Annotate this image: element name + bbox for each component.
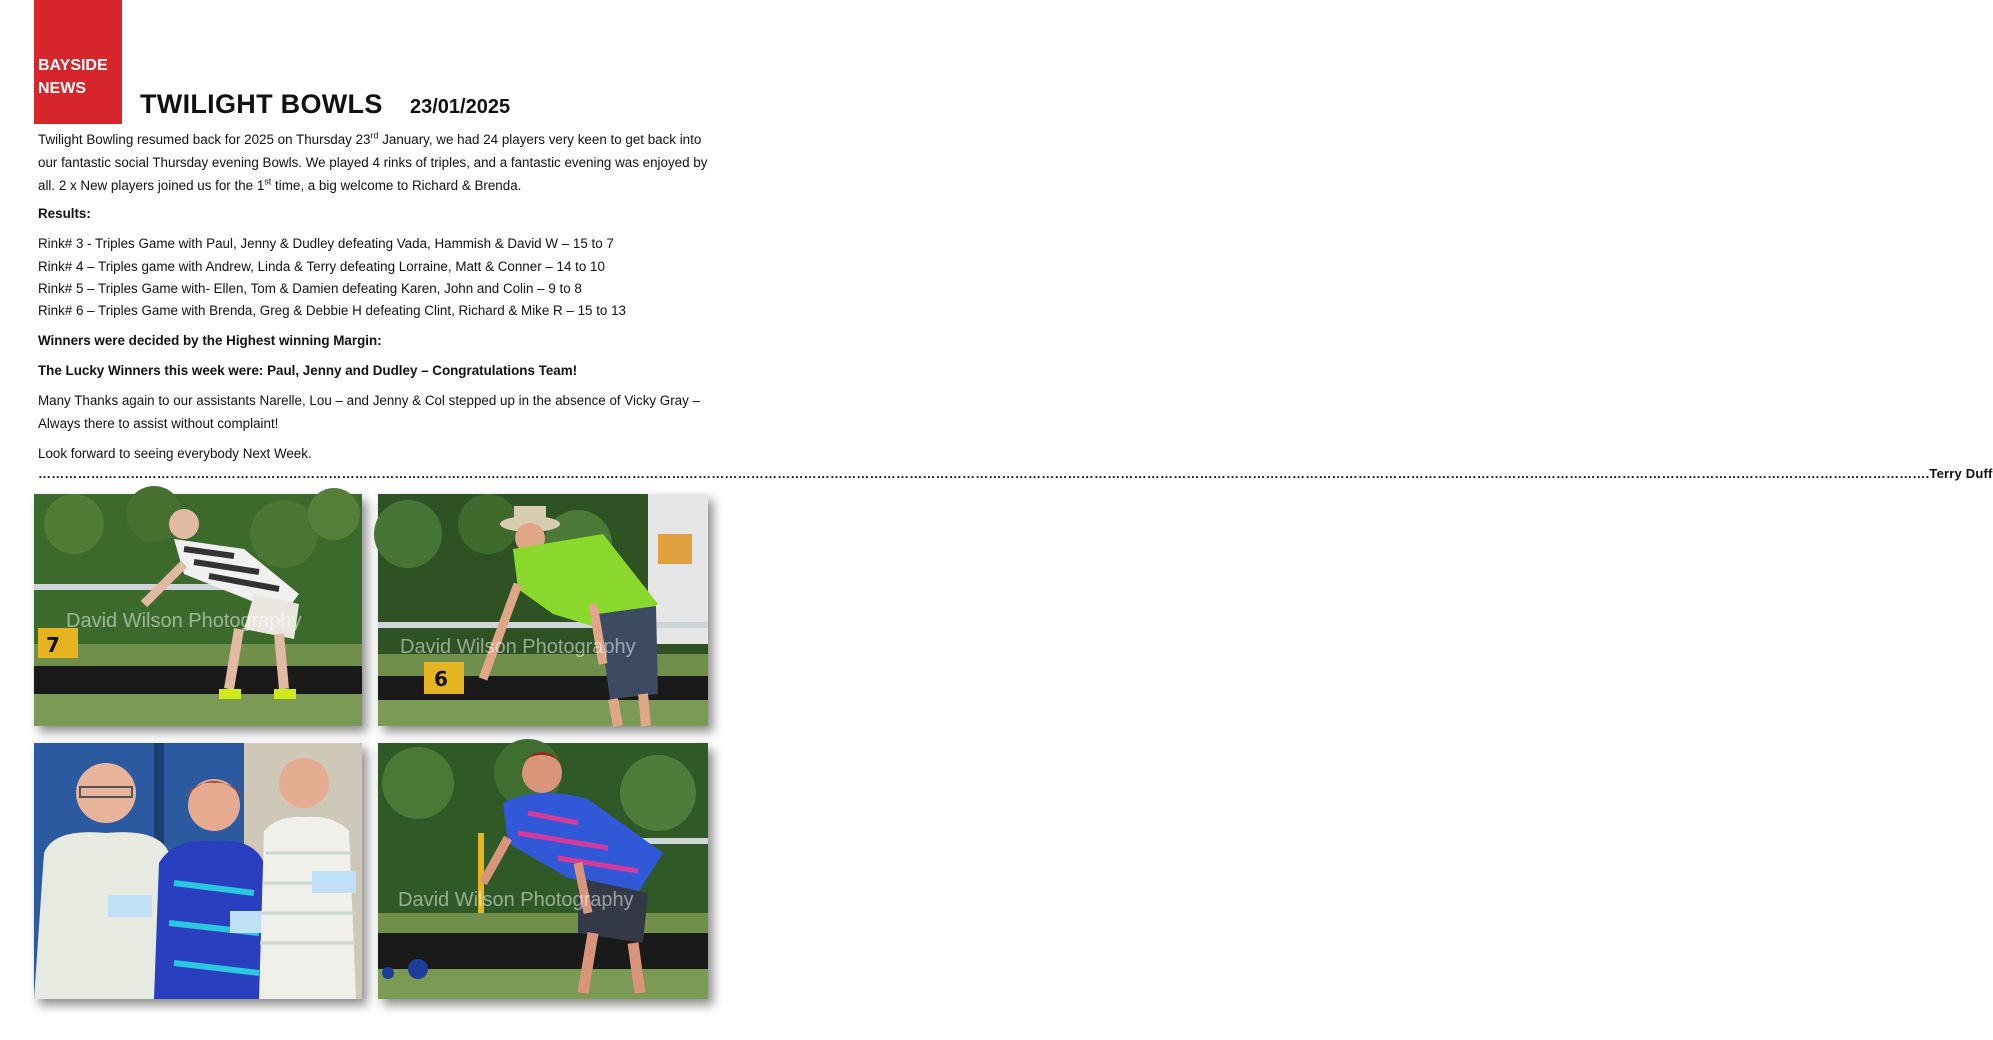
photo-lucky-winners: [34, 743, 362, 999]
rink-result-3: Rink# 3 - Triples Game with Paul, Jenny & Dudley defeating Vada, Hammish & David W – 15 to 7: [38, 236, 614, 251]
rink-result-4: Rink# 4 – Triples game with Andrew, Linda & Terry defeating Lorraine, Matt & Conner – 14 to 10: [38, 259, 605, 274]
badge-line-1: BAYSIDE: [38, 57, 108, 74]
watermark: David Wilson Photography: [400, 636, 636, 658]
rink-number-label: 6: [434, 667, 448, 691]
intro-paragraph: Twilight Bowling resumed back for 2025 on Thursday 23rd January, we had 24 players very keen to get back into our fantastic social Thursday evening Bowls. We played 4 rinks of triples, and a fantastic evening was enjoyed by all. 2 x New players joined us for the 1st time, a big welcome to Richard & Brenda.: [38, 130, 708, 193]
badge-line-2: NEWS: [38, 80, 86, 97]
thanks-paragraph: Many Thanks again to our assistants Narelle, Lou – and Jenny & Col stepped up in the absence of Vicky Gray – Always there to assist without complaint!: [38, 393, 700, 431]
voucher-card: [312, 871, 356, 893]
photo-striped-shirt-bowler: [34, 494, 362, 726]
rink-number-label: 7: [46, 633, 60, 657]
watermark: David Wilson Photography: [66, 610, 302, 632]
watermark: David Wilson Photography: [398, 889, 634, 911]
page-date: 23/01/2025: [410, 96, 511, 118]
photo-lime-shirt-bowler: [378, 494, 708, 726]
photo-blue-shirt-bowler: [378, 743, 708, 999]
closing-line: Look forward to seeing everybody Next Week.: [38, 446, 312, 461]
results-heading: Results:: [38, 206, 91, 221]
margin-note: Winners were decided by the Highest winning Margin:: [38, 333, 382, 348]
lucky-winners: The Lucky Winners this week were: Paul, Jenny and Dudley – Congratulations Team!: [38, 363, 578, 378]
signature: …………………………………………………………………………………………………………………………………………………………………………………………………………………………………………………………………………………………………………………………………………………………………………………………….Terry Duff: [38, 466, 1993, 481]
page-title: TWILIGHT BOWLS: [140, 89, 383, 119]
bayside-news-badge: [34, 0, 122, 124]
rink-result-5: Rink# 5 – Triples Game with- Ellen, Tom & Damien defeating Karen, John and Colin – 9 to 8: [38, 281, 582, 296]
voucher-card: [108, 895, 152, 917]
rink-result-6: Rink# 6 – Triples Game with Brenda, Greg & Debbie H defeating Clint, Richard & Mike R – 15 to 13: [38, 303, 626, 318]
